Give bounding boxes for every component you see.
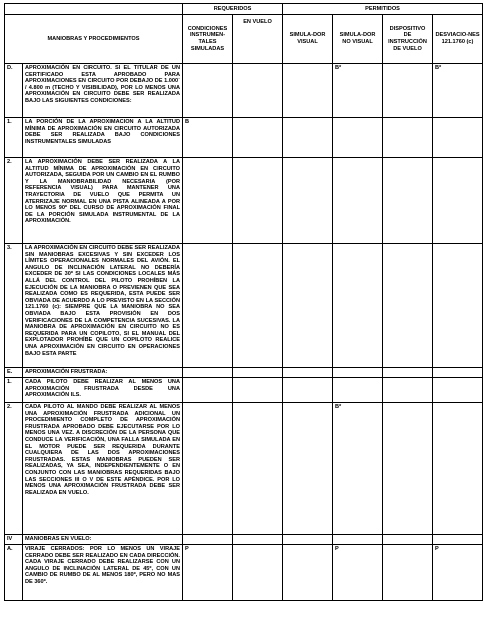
row-text: MANIOBRAS EN VUELO: [23,535,183,545]
cell-sim-visual [283,535,333,545]
table-row [5,64,483,118]
table-row [5,244,483,368]
row-number: IV [5,535,23,545]
cell-condiciones: P [183,545,233,601]
table-row [5,378,483,403]
cell-dispositivo [383,545,433,601]
row-number: 1. [5,378,23,403]
row-text: LA APROXIMACIÓN EN CIRCUITO DEBE SER REALIZADA SIN MANIOBRAS EXCESIVAS Y SIN EXCEDER LOS LÍMITES OPERACIONALES NORMALES DEL AVIÓN. EL ANGULO DE INCLINACIÓN LATERAL NO DEBERÍA EXCEDER DE 30º SI LAS CONDICIONES LOCALES MÁS ALLÁ DEL CONTROL DEL PILOTO PROHÍBEN LA EJECUCIÓN DE LA MANIOBRA O PREVIENEN QUE SEA REALIZADA COMO ES REQUERIDA, ESTA PUEDE SER OBVIADA DE ACUERDO A LO PREVISTO EN LA SECCIÓN 121.1760 (c): SIEMPRE QUE LA MANIOBRA NO SEA OBVIADA BAJO ESTA PROVISIÓN EN DOS VERIFICACIONES DE LA COMPETENCIA SUCESIVAS. LA MANIOBRA DE APROXIMACIÓN EN CIRCUITO NO ES REQUERIDA PARA UN COPILOTO, SI EL MANUAL DEL EXPLOTADOR PROHÍBE QUE UN COPILOTO REALICE UNA APROXIMACIÓN EN CIRCUITO EN OPERACIONES BAJO ESTA PARTE [23,244,183,368]
cell-dispositivo [383,158,433,244]
row-text: CADA PILOTO DEBE REALIZAR AL MENOS UNA APROXIMACIÓN FRUSTRADA DESDE UNA APROXIMACIÓN ILS. [23,378,183,403]
cell-en-vuelo [233,158,283,244]
cell-condiciones [183,368,233,378]
cell-en-vuelo [233,545,283,601]
cell-desviaciones [433,368,483,378]
table-row [5,535,483,545]
row-number: A. [5,545,23,601]
cell-sim-no-visual [333,535,383,545]
cell-condiciones [183,378,233,403]
cell-en-vuelo [233,118,283,158]
cell-sim-no-visual: B* [333,64,383,118]
row-number: 2. [5,158,23,244]
row-text: APROXIMACIÓN FRUSTRADA: [23,368,183,378]
cell-dispositivo [383,368,433,378]
row-text: CADA PILOTO AL MANDO DEBE REALIZAR AL MENOS UNA APROXIMACIÓN FRUSTRADA ADICIONAL UN PROCEDIMIENTO COMPLETO DE APROXIMACIÓN FRUSTRADA APROBADO DEBE EJECUTARSE POR LO MENOS UNA VEZ. A DISCRECIÓN DE LA PERSONA QUE CONDUCE LA VERIFICACIÓN, UNA FALLA SIMULADA EN EL MOTOR PUEDE SER REQUERIDA DURANTE CUALQUIERA DE LAS DOS APROXIMACIONES FRUSTRADAS. ESTAS MANIOBRAS PUEDEN SER REALIZADAS, YA SEA, INDEPENDIENTEMENTE O EN CONJUNTO CON LAS MANIOBRAS REQUERIDAS BAJO LAS SECCIONES III O V DE ESTE APÉNDICE. POR LO MENOS UNA APROXIMACIÓN FRUSTRADA DEBE SER REALIZADA EN VUELO. [23,403,183,535]
cell-sim-no-visual [333,244,383,368]
cell-desviaciones [433,118,483,158]
cell-dispositivo [383,118,433,158]
cell-sim-no-visual [333,378,383,403]
table-row [5,158,483,244]
cell-en-vuelo [233,244,283,368]
cell-desviaciones: P [433,545,483,601]
cell-dispositivo [383,535,433,545]
cell-en-vuelo [233,378,283,403]
cell-en-vuelo [233,368,283,378]
cell-sim-visual [283,368,333,378]
header-simulador-no-visual: SIMULA-DOR NO VISUAL [333,15,383,64]
cell-sim-no-visual [333,368,383,378]
cell-desviaciones: B* [433,64,483,118]
cell-desviaciones [433,378,483,403]
row-number: 3. [5,244,23,368]
cell-sim-visual [283,118,333,158]
cell-en-vuelo [233,535,283,545]
table-row [5,545,483,601]
header-requeridos: REQUERIDOS [183,4,283,15]
cell-condiciones: B [183,118,233,158]
header-maniobras: MANIOBRAS Y PROCEDIMIENTOS [5,15,183,64]
table-row [5,118,483,158]
cell-desviaciones [433,403,483,535]
cell-sim-visual [283,403,333,535]
row-number: 1. [5,118,23,158]
cell-desviaciones [433,244,483,368]
table-row [5,403,483,535]
cell-sim-visual [283,545,333,601]
header-permitidos: PERMITIDOS [283,4,483,15]
header-en-vuelo: EN VUELO [233,15,283,64]
document-page [4,3,479,601]
row-text: LA PORCIÓN DE LA APROXIMACION A LA ALTITUD MÍNIMA DE APROXIMACIÓN EN CIRCUITO AUTORIZADA DEBE SER REALIZADA BAJO CONDICIONES INSTRUMENTALES SIMULADAS [23,118,183,158]
table-row [5,368,483,378]
header-condiciones: CONDICIONES INSTRUMEN-TALES SIMULADAS [183,15,233,64]
cell-condiciones [183,158,233,244]
cell-desviaciones [433,535,483,545]
cell-en-vuelo [233,64,283,118]
cell-condiciones [183,403,233,535]
row-number: E. [5,368,23,378]
cell-sim-visual [283,64,333,118]
cell-condiciones [183,535,233,545]
row-text: APROXIMACIÓN EN CIRCUITO. SI EL TITULAR DE UN CERTIFICADO ESTA APROBADO PARA APROXIMACIONES EN CIRCUITO POR DEBAJO DE 1.000´ / 4.800 m (TECHO Y VISIBILIDAD), POR LO MENOS UNA APROXIMACIÓN EN CIRCUITO DEBE SER REALIZADA BAJO LAS SIGUIENTES CONDICIONES: [23,64,183,118]
cell-sim-no-visual [333,118,383,158]
cell-sim-visual [283,378,333,403]
cell-desviaciones [433,158,483,244]
row-text: VIRAJE CERRADOS: POR LO MENOS UN VIRAJE CERRADO DEBE SER REALIZADO EN CADA DIRECCIÓN. CADA VIRAJE CERRADO DEBE REALIZARSE CON UN ANGULO DE INCLINACIÓN LATERAL DE 45º, CON UN CAMBIO DE RUMBO DE AL MENOS 180º, PERO NO MAS DE 360º. [23,545,183,601]
header-blank [5,4,183,15]
cell-sim-visual [283,244,333,368]
row-number: D. [5,64,23,118]
header-desviaciones: DESVIACIO-NES 121.1760 (c) [433,15,483,64]
cell-dispositivo [383,244,433,368]
cell-dispositivo [383,64,433,118]
cell-sim-no-visual: B* [333,403,383,535]
cell-dispositivo [383,378,433,403]
cell-condiciones [183,64,233,118]
cell-condiciones [183,244,233,368]
cell-sim-no-visual: P [333,545,383,601]
header-dispositivo: DISPOSITIVO DE INSTRUCCIÓN DE VUELO [383,15,433,64]
cell-en-vuelo [233,403,283,535]
cell-sim-no-visual [333,158,383,244]
header-simulador-visual: SIMULA-DOR VISUAL [283,15,333,64]
row-number: 2. [5,403,23,535]
row-text: LA APROXIMACIÓN DEBE SER REALIZADA A LA ALTITUD MÍNIMA DE APROXIMACIÓN EN CIRCUITO AUTORIZADA, SEGUIDA POR UN CAMBIO EN EL RUMBO Y LA MANIOBRABILIDAD NECESARIA (POR REFERENCIA VISUAL) PARA MANTENER UNA TRAYECTORIA DE VUELO QUE PERMITA UN ATERRIZAJE NORMAL EN UNA PISTA ALINEADA A POR LO MENOS 90º DEL CURSO DE APROXIMACIÓN FINAL DE LA PORCIÓN SIMULADA INSTRUMENTAL DE LA APROXIMACIÓN. [23,158,183,244]
cell-sim-visual [283,158,333,244]
cell-dispositivo [383,403,433,535]
maneuvers-table [4,3,483,601]
